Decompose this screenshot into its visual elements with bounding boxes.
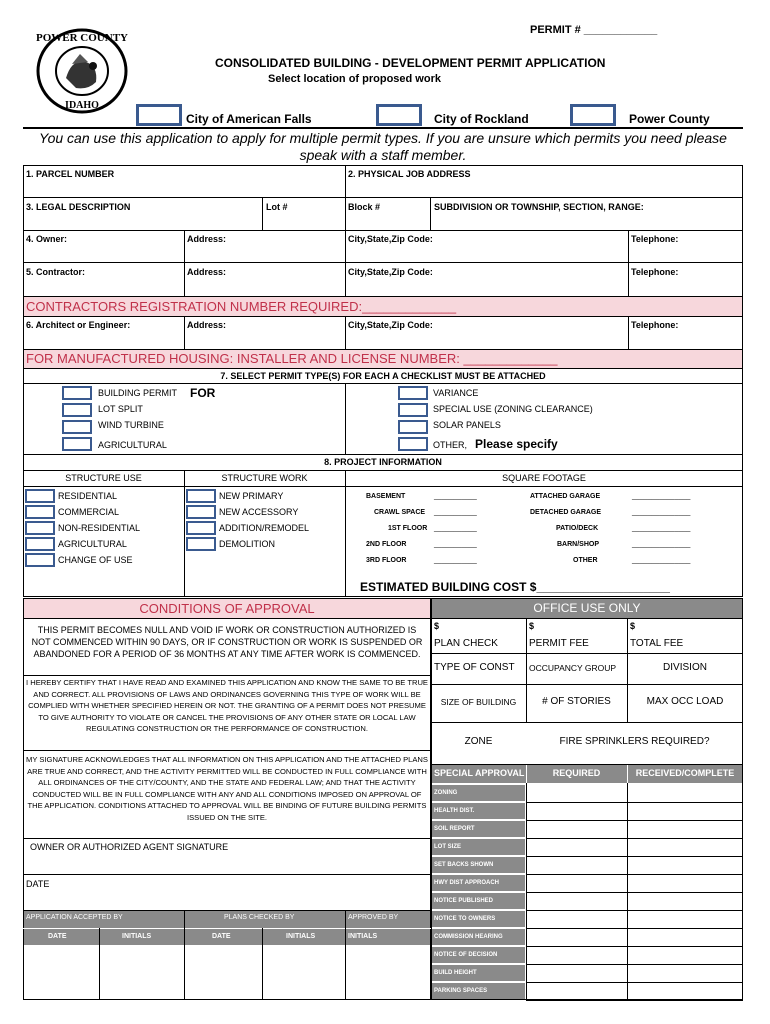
sq-basement-label: BASEMENT (366, 493, 406, 500)
sq-attached-garage-label: ATTACHED GARAGE (530, 493, 601, 500)
permit-solar-label: SOLAR PANELS (433, 420, 501, 430)
approval-item-label: NOTICE PUBLISHED (432, 893, 525, 909)
section7-title: 7. SELECT PERMIT TYPE(S) FOR EACH A CHECKLIST MUST BE ATTACHED (220, 371, 546, 381)
architect-telephone-label: Telephone: (631, 320, 679, 330)
plan-check-label: PLAN CHECK (434, 638, 498, 649)
sq-blank-2nd[interactable]: ___________ (434, 541, 477, 548)
use-commercial-label: COMMERCIAL (58, 507, 120, 517)
use-non-residential-label: NON-RESIDENTIAL (58, 523, 141, 533)
checkbox-change-of-use[interactable] (25, 553, 55, 567)
conditions-p3: MY SIGNATURE ACKNOWLEDGES THAT ALL INFORMATION ON THIS APPLICATION AND THE ATTACHED PLANS ARE TRUE AND CORRECT, AND THE ACTIVITY PERMITTED WILL BE CONDUCTED IN FULL COMPLIANCE WITH ALL ORDINANCES OF THE CITY/COUNTY, AND THE STATE AND FEDERAL LAW; AND THAT THE ACTIVITY CONDUCTED WILL BE IN FULL COMPLIANCE WITH ANY AND ALL CONDITIONS IMPOSED ON APPROVAL OF THE APPLICATION. CONDITIONS ATTACHED TO APPROVAL WILL BE BINDING OF FUTURE BUILDING PERMITS ISSUED ON THE SITE. (26, 755, 428, 822)
form-title: CONSOLIDATED BUILDING - DEVELOPMENT PERMIT APPLICATION (215, 56, 606, 70)
approval-item-label: NOTICE TO OWNERS (432, 911, 525, 927)
plan-check-dollar: $ (434, 621, 440, 631)
checkbox-demolition[interactable] (186, 537, 216, 551)
approval-item-label: SOIL REPORT (432, 821, 525, 837)
approval-row-divider (526, 982, 743, 983)
approval-item-label: PARKING SPACES (432, 983, 525, 999)
sq-blank-3rd[interactable]: ___________ (434, 557, 477, 564)
permit-wind-turbine-label: WIND TURBINE (98, 420, 164, 430)
application-accepted-label: APPLICATION ACCEPTED BY (26, 914, 123, 921)
use-change-label: CHANGE OF USE (58, 555, 133, 565)
sq-blank-attached[interactable]: _______________ (632, 493, 691, 500)
permit-building-label: BUILDING PERMIT (98, 388, 178, 398)
square-footage-title: SQUARE FOOTAGE (502, 473, 586, 483)
approval-row-divider (526, 910, 743, 911)
contractor-telephone-label: Telephone: (631, 267, 679, 277)
svg-text:POWER COUNTY: POWER COUNTY (36, 32, 128, 44)
plans-initials-label: INITIALS (286, 933, 316, 940)
structure-work-title: STRUCTURE WORK (221, 473, 308, 483)
sq-crawl-label: CRAWL SPACE (374, 509, 426, 516)
sq-blank-other[interactable]: _______________ (632, 557, 691, 564)
location-label-american-falls: City of American Falls (186, 112, 312, 126)
sq-3rd-floor-label: 3RD FLOOR (366, 557, 407, 564)
occupancy-group-label: OCCUPANCY GROUP (529, 663, 617, 673)
conditions-p2: I HEREBY CERTIFY THAT I HAVE READ AND EXAMINED THIS APPLICATION AND KNOW THE SAME TO BE TRUE AND CORRECT. ALL PROVISIONS OF LAWS AND ORDINANCES GOVERNING THIS TYPE OF WORK WILL BE COMPLIED WITH WHETHER SPECIFIED HEREIN OR NOT. THE GRANTING OF A PERMIT DOES NOT PRESUME TO GIVE AUTHORITY TO VIOLATE OR CANCEL THE PROVISIONS OF ANY OTHER STATE OR LOCAL LAW REGULATING CONSTRUCTION OR THE PERFORMANCE OF CONSTRUCTION. (26, 678, 428, 733)
approval-row-divider (526, 856, 743, 857)
section8-title: 8. PROJECT INFORMATION (324, 457, 442, 467)
contractor-csz-label: City,State,Zip Code: (348, 267, 433, 277)
conditions-p1: THIS PERMIT BECOMES NULL AND VOID IF WORK OR CONSTRUCTION AUTHORIZED IS NOT COMMENCED WITHIN 90 DAYS, OR IF CONSTRUCTION OR WORK IS SUSPENDED OR ABANDONED FOR A PERIOD OF 36 MONTHS AT ANY TIME AFTER WORK IS COMMENCED. (31, 625, 423, 659)
checkbox-special-use[interactable] (398, 403, 428, 417)
sq-patio-label: PATIO/DECK (556, 525, 599, 532)
location-label-power-county: Power County (629, 112, 710, 126)
type-of-const-label: TYPE OF CONST (434, 662, 515, 673)
owner-address-label: Address: (187, 234, 227, 244)
approval-item-label: HWY DIST APPROACH (432, 875, 525, 891)
architect-label: 6. Architect or Engineer: (26, 320, 131, 330)
permit-variance-label: VARIANCE (433, 388, 479, 398)
signature-label: OWNER OR AUTHORIZED AGENT SIGNATURE (30, 842, 229, 852)
approval-row-divider (526, 892, 743, 893)
office-use-title: OFFICE USE ONLY (432, 599, 742, 618)
size-of-building-label: SIZE OF BUILDING (440, 697, 517, 707)
received-complete-label: RECEIVED/COMPLETE (635, 768, 735, 778)
approval-item-label: HEALTH DIST. (432, 803, 525, 819)
sq-blank-1st[interactable]: ___________ (434, 525, 477, 532)
form-subtitle: Select location of proposed work (268, 73, 441, 85)
please-specify-label: Please specify (475, 437, 558, 451)
intro-text: You can use this application to apply for multiple permit types. If you are unsure which permits you need please speak with a staff member. (39, 130, 727, 163)
subdivision-label: SUBDIVISION OR TOWNSHIP, SECTION, RANGE: (434, 202, 644, 212)
architect-csz-label: City,State,Zip Code: (348, 320, 433, 330)
checkbox-agricultural-use[interactable] (25, 537, 55, 551)
sq-blank-crawl[interactable]: ___________ (434, 509, 477, 516)
sq-barn-label: BARN/SHOP (557, 541, 600, 548)
contractor-label: 5. Contractor: (26, 267, 86, 277)
approval-item-label: SET BACKS SHOWN (432, 857, 525, 873)
permit-agricultural-label: AGRICULTURAL (98, 440, 167, 450)
parcel-number-label: 1. PARCEL NUMBER (26, 169, 115, 179)
work-demolition-label: DEMOLITION (219, 539, 276, 549)
permit-number-label: PERMIT # ____________ (530, 24, 658, 36)
sq-blank-detached[interactable]: _______________ (632, 509, 691, 516)
approval-row-divider (526, 874, 743, 875)
location-checkbox-american-falls[interactable] (136, 104, 182, 126)
accepted-date-label: DATE (48, 933, 67, 940)
manufactured-housing-label: FOR MANUFACTURED HOUSING: INSTALLER AND LICENSE NUMBER: _____________ (26, 351, 558, 366)
division-label: DIVISION (663, 662, 707, 673)
approved-by-label: APPROVED BY (348, 914, 399, 921)
checkbox-addition-remodel[interactable] (186, 521, 216, 535)
checkbox-residential[interactable] (25, 489, 55, 503)
total-fee-dollar: $ (630, 621, 636, 631)
permit-special-use-label: SPECIAL USE (ZONING CLEARANCE) (433, 404, 593, 414)
contractor-address-label: Address: (187, 267, 227, 277)
required-label: REQUIRED (552, 768, 601, 778)
use-agricultural-label: AGRICULTURAL (58, 539, 127, 549)
approval-row-divider (526, 946, 743, 947)
sq-other-label: OTHER (573, 557, 598, 564)
sq-2nd-floor-label: 2ND FLOOR (366, 541, 407, 548)
total-fee-label: TOTAL FEE (630, 638, 684, 649)
checkbox-new-accessory[interactable] (186, 505, 216, 519)
contractor-registration-label: CONTRACTORS REGISTRATION NUMBER REQUIRED:_____________ (26, 299, 457, 314)
approval-item-label: BUILD HEIGHT (432, 965, 525, 981)
power-county-seal (36, 28, 128, 114)
work-addition-label: ADDITION/REMODEL (219, 523, 310, 533)
permit-fee-dollar: $ (529, 621, 535, 631)
checkbox-solar-panels[interactable] (398, 420, 428, 434)
location-label-rockland: City of Rockland (434, 112, 529, 126)
owner-label: 4. Owner: (26, 234, 68, 244)
owner-csz-label: City,State,Zip Code: (348, 234, 433, 244)
approval-item-label: LOT SIZE (432, 839, 525, 855)
stories-label: # OF STORIES (542, 696, 611, 707)
checkbox-non-residential[interactable] (25, 521, 55, 535)
permit-fee-label: PERMIT FEE (529, 638, 589, 649)
block-label: Block # (348, 202, 381, 212)
approval-item-label: COMMISSION HEARING (432, 929, 525, 945)
approval-item-label: ZONING (432, 785, 525, 801)
checkbox-wind-turbine[interactable] (62, 420, 92, 434)
location-checkbox-rockland[interactable] (376, 104, 422, 126)
conditions-title: CONDITIONS OF APPROVAL (139, 601, 315, 616)
plans-checked-label: PLANS CHECKED BY (224, 914, 295, 921)
checkbox-other-permit[interactable] (398, 437, 428, 451)
approval-row-divider (526, 964, 743, 965)
special-approval-label: SPECIAL APPROVAL (434, 768, 525, 778)
architect-address-label: Address: (187, 320, 227, 330)
structure-use-title: STRUCTURE USE (65, 473, 142, 483)
use-residential-label: RESIDENTIAL (58, 491, 118, 501)
date-label: DATE (26, 879, 50, 889)
lot-label: Lot # (266, 202, 288, 212)
owner-telephone-label: Telephone: (631, 234, 679, 244)
approval-row-divider (526, 928, 743, 929)
approval-item-label: NOTICE OF DECISION (432, 947, 525, 963)
zone-label: ZONE (464, 736, 493, 747)
approval-row-divider (526, 820, 743, 821)
svg-text:IDAHO: IDAHO (65, 100, 99, 111)
permit-for-label: FOR (190, 386, 216, 400)
permit-lot-split-label: LOT SPLIT (98, 404, 143, 414)
permit-other-label: OTHER, (433, 440, 468, 450)
sq-blank-basement[interactable]: ___________ (434, 493, 477, 500)
fire-sprinklers-label: FIRE SPRINKLERS REQUIRED? (559, 736, 710, 747)
approval-row-divider (526, 838, 743, 839)
work-new-primary-label: NEW PRIMARY (219, 491, 284, 501)
location-checkbox-power-county[interactable] (570, 104, 616, 126)
checkbox-lot-split[interactable] (62, 403, 92, 417)
work-new-accessory-label: NEW ACCESSORY (219, 507, 299, 517)
max-occ-label: MAX OCC LOAD (646, 696, 724, 707)
sq-blank-barn[interactable]: _______________ (632, 541, 691, 548)
estimated-cost-label: ESTIMATED BUILDING COST $____________________ (360, 580, 670, 594)
approved-initials-label: INITIALS (348, 933, 378, 940)
checkbox-variance[interactable] (398, 386, 428, 400)
approval-row-divider (526, 802, 743, 803)
job-address-label: 2. PHYSICAL JOB ADDRESS (348, 169, 471, 179)
approval-row-divider (526, 1000, 743, 1001)
checkbox-building-permit[interactable] (62, 386, 92, 400)
checkbox-agricultural-permit[interactable] (62, 437, 92, 451)
sq-detached-garage-label: DETACHED GARAGE (530, 509, 602, 516)
legal-description-label: 3. LEGAL DESCRIPTION (26, 202, 131, 212)
checkbox-commercial[interactable] (25, 505, 55, 519)
accepted-initials-label: INITIALS (122, 933, 152, 940)
checkbox-new-primary[interactable] (186, 489, 216, 503)
plans-date-label: DATE (212, 933, 231, 940)
sq-blank-patio[interactable]: _______________ (632, 525, 691, 532)
sq-1st-floor-label: 1ST FLOOR (388, 525, 428, 532)
